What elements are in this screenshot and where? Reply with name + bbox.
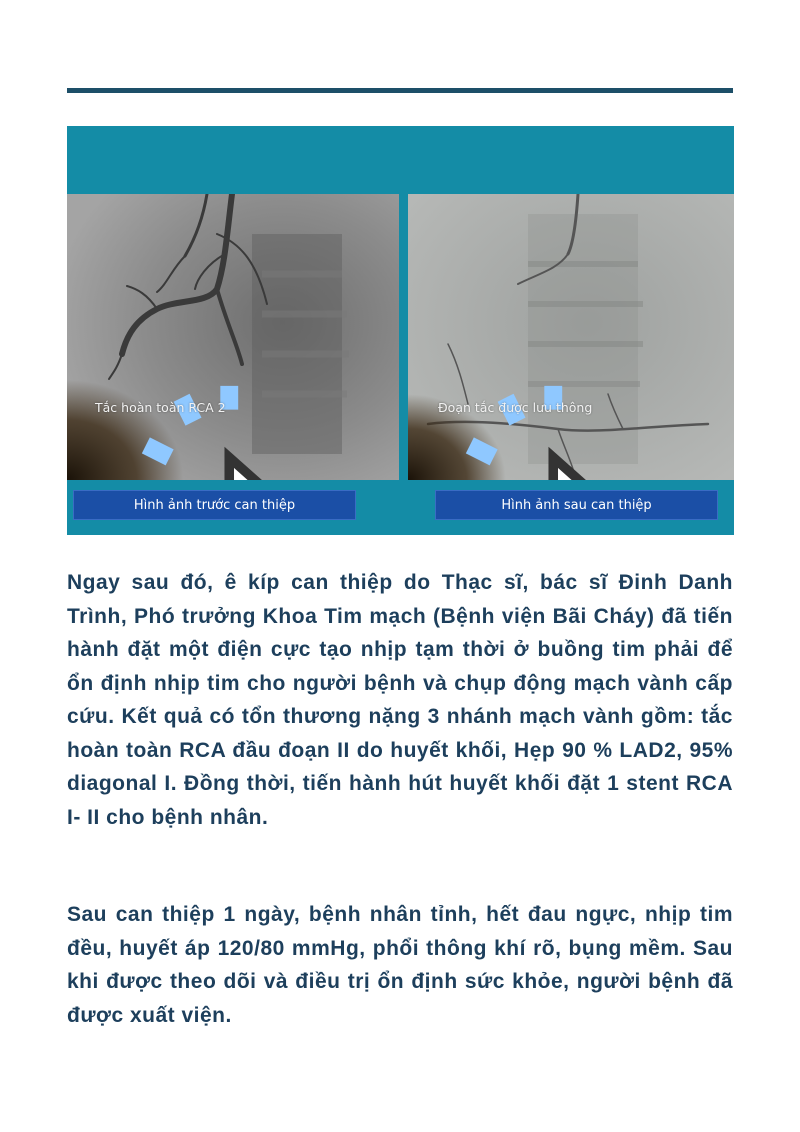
angiogram-after-image — [408, 194, 734, 480]
after-intervention-label: Hình ảnh sau can thiệp — [435, 490, 718, 520]
pointer-icon — [99, 362, 399, 480]
article-paragraph: Ngay sau đó, ê kíp can thiệp do Thạc sĩ, bác sĩ Đinh Danh Trình, Phó trưởng Khoa Tim mạch (Bệnh viện Bãi Cháy) đã tiến hành đặt một điện cực tạo nhịp tạm thời ở buồng tim phải để ổn định nhịp tim cho người bệnh và chụp động mạch vành cấp cứu. Kết quả có tổn thương nặng 3 nhánh mạch vành gồm: tắc hoàn toàn RCA đầu đoạn II do huyết khối, Hẹp 90 % LAD2, 95% diagonal I. Đồng thời, tiến hành hút huyết khối đặt 1 stent RCA I- II cho bệnh nhân. — [67, 571, 733, 829]
angiogram-before-image — [67, 194, 399, 480]
after-caption: Đoạn tắc được lưu thông — [438, 400, 593, 415]
before-intervention-label: Hình ảnh trước can thiệp — [73, 490, 356, 520]
angiography-figure — [67, 126, 734, 535]
article-paragraph: Sau can thiệp 1 ngày, bệnh nhân tỉnh, hết đau ngực, nhịp tim đều, huyết áp 120/80 mmHg, phổi thông khí rõ, bụng mềm. Sau khi được theo dõi và điều trị ổn định sức khỏe, người bệnh đã được xuất viện. — [67, 903, 733, 1027]
top-divider — [67, 88, 733, 93]
pointer-icon — [426, 362, 734, 480]
before-caption: Tắc hoàn toàn RCA 2 — [95, 400, 226, 415]
